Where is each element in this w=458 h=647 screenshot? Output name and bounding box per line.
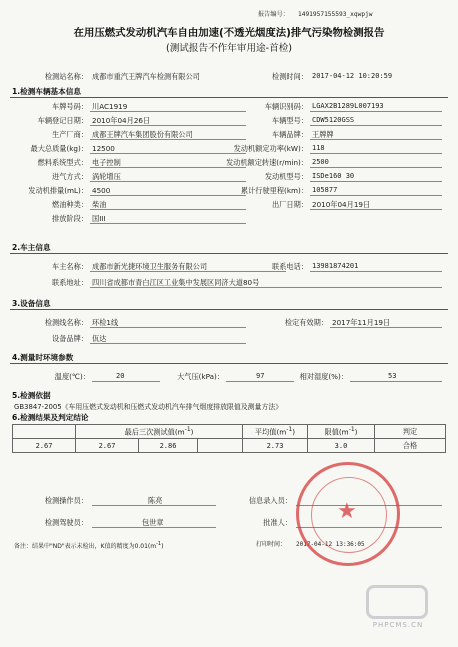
underline: [310, 209, 442, 210]
fuel-system: 电子控制: [92, 158, 121, 167]
humidity: 53: [388, 372, 397, 380]
engine-displacement: 4500: [92, 186, 111, 195]
section-result-title: 6.检测结果及判定结论: [12, 413, 89, 422]
divider: [10, 253, 448, 254]
underline: [350, 381, 442, 382]
report-no-label: 报告编号：: [258, 11, 289, 18]
underline: [92, 381, 160, 382]
watermark-logo-icon: [352, 585, 444, 633]
test-line: 环检1线: [92, 318, 119, 327]
underline: [90, 287, 442, 288]
driver-label: 检测驾驶员：: [44, 518, 88, 527]
field-label: 排放阶段：: [52, 214, 88, 223]
underline: [310, 167, 442, 168]
entry-label: 信息录入员：: [248, 496, 292, 505]
table-row: [13, 439, 446, 453]
print-time: 2017-04-12 13:36:05: [296, 541, 365, 548]
section-owner-title: 2.车主信息: [12, 243, 51, 252]
underline: [90, 153, 246, 154]
field-label: 车牌号码：: [52, 102, 88, 111]
divider: [10, 97, 448, 98]
result-limit: 3.0: [308, 439, 375, 453]
engine-model: ISDe160 30: [312, 172, 355, 180]
underline: [90, 167, 246, 168]
field-label: 最大总质量(kg)：: [30, 144, 88, 153]
section-vehicle-title: 1.检测车辆基本信息: [12, 87, 81, 96]
register-date: 2010年04月26日: [92, 116, 151, 125]
official-seal-icon: ★: [296, 462, 400, 566]
temp-label: 温度(℃)：: [54, 372, 90, 381]
field-label: 发动机型号：: [264, 172, 308, 181]
report-subtitle: (测试报告不作年审用途-首检): [165, 43, 293, 54]
underline: [90, 111, 246, 112]
fuel-type: 柴油: [92, 200, 107, 209]
header-last-three: 最后三次测试值$(m^{-1})$: [76, 425, 243, 439]
underline: [90, 209, 246, 210]
field-label: 车辆登记日期：: [37, 116, 88, 125]
rated-power: 118: [312, 144, 325, 152]
test-time-label: 检测时间：: [272, 72, 308, 81]
result-table: [12, 424, 446, 453]
header-average: 平均值$(m^{-1})$: [243, 425, 308, 439]
section-basis-title: 5.检测依据: [12, 391, 51, 400]
field-label: 发动机排量(mL)：: [28, 186, 88, 195]
header-limit: 限值$(m^{-1})$: [308, 425, 375, 439]
header-verdict: 判定: [375, 425, 446, 439]
address-label: 联系地址：: [52, 278, 88, 287]
vehicle-brand: 王牌牌: [312, 130, 334, 139]
underline: [310, 125, 442, 126]
result-average: 2.73: [243, 439, 308, 453]
result-verdict: 合格: [375, 439, 446, 453]
test-standard: GB3847-2005《车用压燃式发动机和压燃式发动机汽车排气烟度排放限值及测量方法》: [14, 403, 283, 411]
field-label: 车辆识别码：: [264, 102, 308, 111]
divider: [10, 363, 448, 364]
owner-address: 四川省成都市青白江区工业集中发展区同济大道80号: [92, 278, 260, 287]
line-label: 检测线名称：: [44, 318, 88, 327]
result-value-1: 2.67: [13, 439, 76, 453]
owner-name: 成都市新光捷环境卫生服务有限公司: [92, 262, 208, 271]
table-header-row: [13, 425, 446, 439]
pressure: 97: [256, 372, 265, 380]
approver-label: 批准人：: [263, 518, 292, 527]
operator-label: 检测操作员：: [44, 496, 88, 505]
field-label: 发动机额定功率(kW)：: [233, 144, 308, 153]
watermark-text: PHPCMS.CN: [372, 621, 424, 629]
underline: [92, 505, 216, 506]
field-label: 发动机额定转速(r/min)：: [225, 158, 308, 167]
field-label: 车辆品牌：: [272, 130, 308, 139]
mileage: 105877: [312, 186, 338, 194]
cert-validity: 2017年11月19日: [332, 318, 391, 327]
intake-type: 涡轮增压: [92, 172, 121, 181]
emission-stage: 国III: [92, 214, 106, 223]
underline: [90, 271, 286, 272]
result-value-2: 2.67: [76, 439, 139, 453]
pressure-label: 大气压(kPa)：: [177, 372, 224, 381]
owner-phone: 13981874201: [312, 262, 359, 270]
underline: [90, 327, 246, 328]
divider: [10, 309, 448, 310]
underline: [90, 181, 246, 182]
result-value-3: 2.86: [139, 439, 198, 453]
underline: [310, 111, 442, 112]
field-label: 进气方式：: [52, 172, 88, 181]
underline: [310, 181, 442, 182]
phone-label: 联系电话：: [272, 262, 308, 271]
maker-label: 设备品牌：: [52, 334, 88, 343]
vehicle-model: CDW5120GSS: [312, 116, 355, 124]
underline: [90, 125, 246, 126]
underline: [310, 271, 442, 272]
field-label: 燃油种类：: [52, 200, 88, 209]
underline: [90, 139, 246, 140]
underline: [226, 381, 294, 382]
operator-name: 陈亮: [148, 496, 163, 505]
temperature: 20: [116, 372, 125, 380]
report-title: 在用压燃式发动机汽车自由加速(不透光烟度法)排气污染物检测报告: [73, 27, 385, 39]
driver-name: 包世章: [142, 518, 164, 527]
humidity-label: 相对湿度(%)：: [299, 372, 348, 381]
equipment-maker: 佤达: [92, 334, 107, 343]
section-equipment-title: 3.设备信息: [12, 299, 51, 308]
underline: [90, 343, 246, 344]
underline: [90, 223, 246, 224]
underline: [310, 195, 442, 196]
underline: [310, 153, 442, 154]
field-label: 累计行驶里程(km)：: [240, 186, 308, 195]
field-label: 生产厂商：: [52, 130, 88, 139]
underline: [92, 527, 216, 528]
underline: [330, 327, 442, 328]
cert-label: 检定有效期：: [284, 318, 328, 327]
field-label: 车辆型号：: [272, 116, 308, 125]
test-time: 2017-04-12 10:20:59: [312, 72, 393, 80]
station-label: 检测站名称：: [44, 72, 88, 81]
manufacturer: 成都王牌汽车集团股份有限公司: [92, 130, 193, 139]
report-no: 1491957155593_xqwpjw: [298, 11, 373, 18]
footnote: 备注：结果中"ND"表示未检出，K值的精度为$0.01(m^{-1})$: [14, 541, 164, 550]
factory-date: 2010年04月19日: [312, 200, 371, 209]
field-label: 出厂日期：: [272, 200, 308, 209]
print-time-label: 打印时间：: [256, 541, 287, 548]
max-mass: 12500: [92, 144, 115, 153]
vin: LGAX2B1289L007193: [312, 102, 384, 110]
plate-number: 川AC1919: [92, 102, 128, 111]
section-env-title: 4.测量时环境参数: [12, 353, 74, 362]
owner-label: 车主名称：: [52, 262, 88, 271]
rated-speed: 2500: [312, 158, 329, 166]
field-label: 燃料系统型式：: [37, 158, 88, 167]
underline: [310, 139, 442, 140]
station-name: 成都市重汽王牌汽车检测有限公司: [92, 72, 200, 81]
underline: [90, 195, 246, 196]
